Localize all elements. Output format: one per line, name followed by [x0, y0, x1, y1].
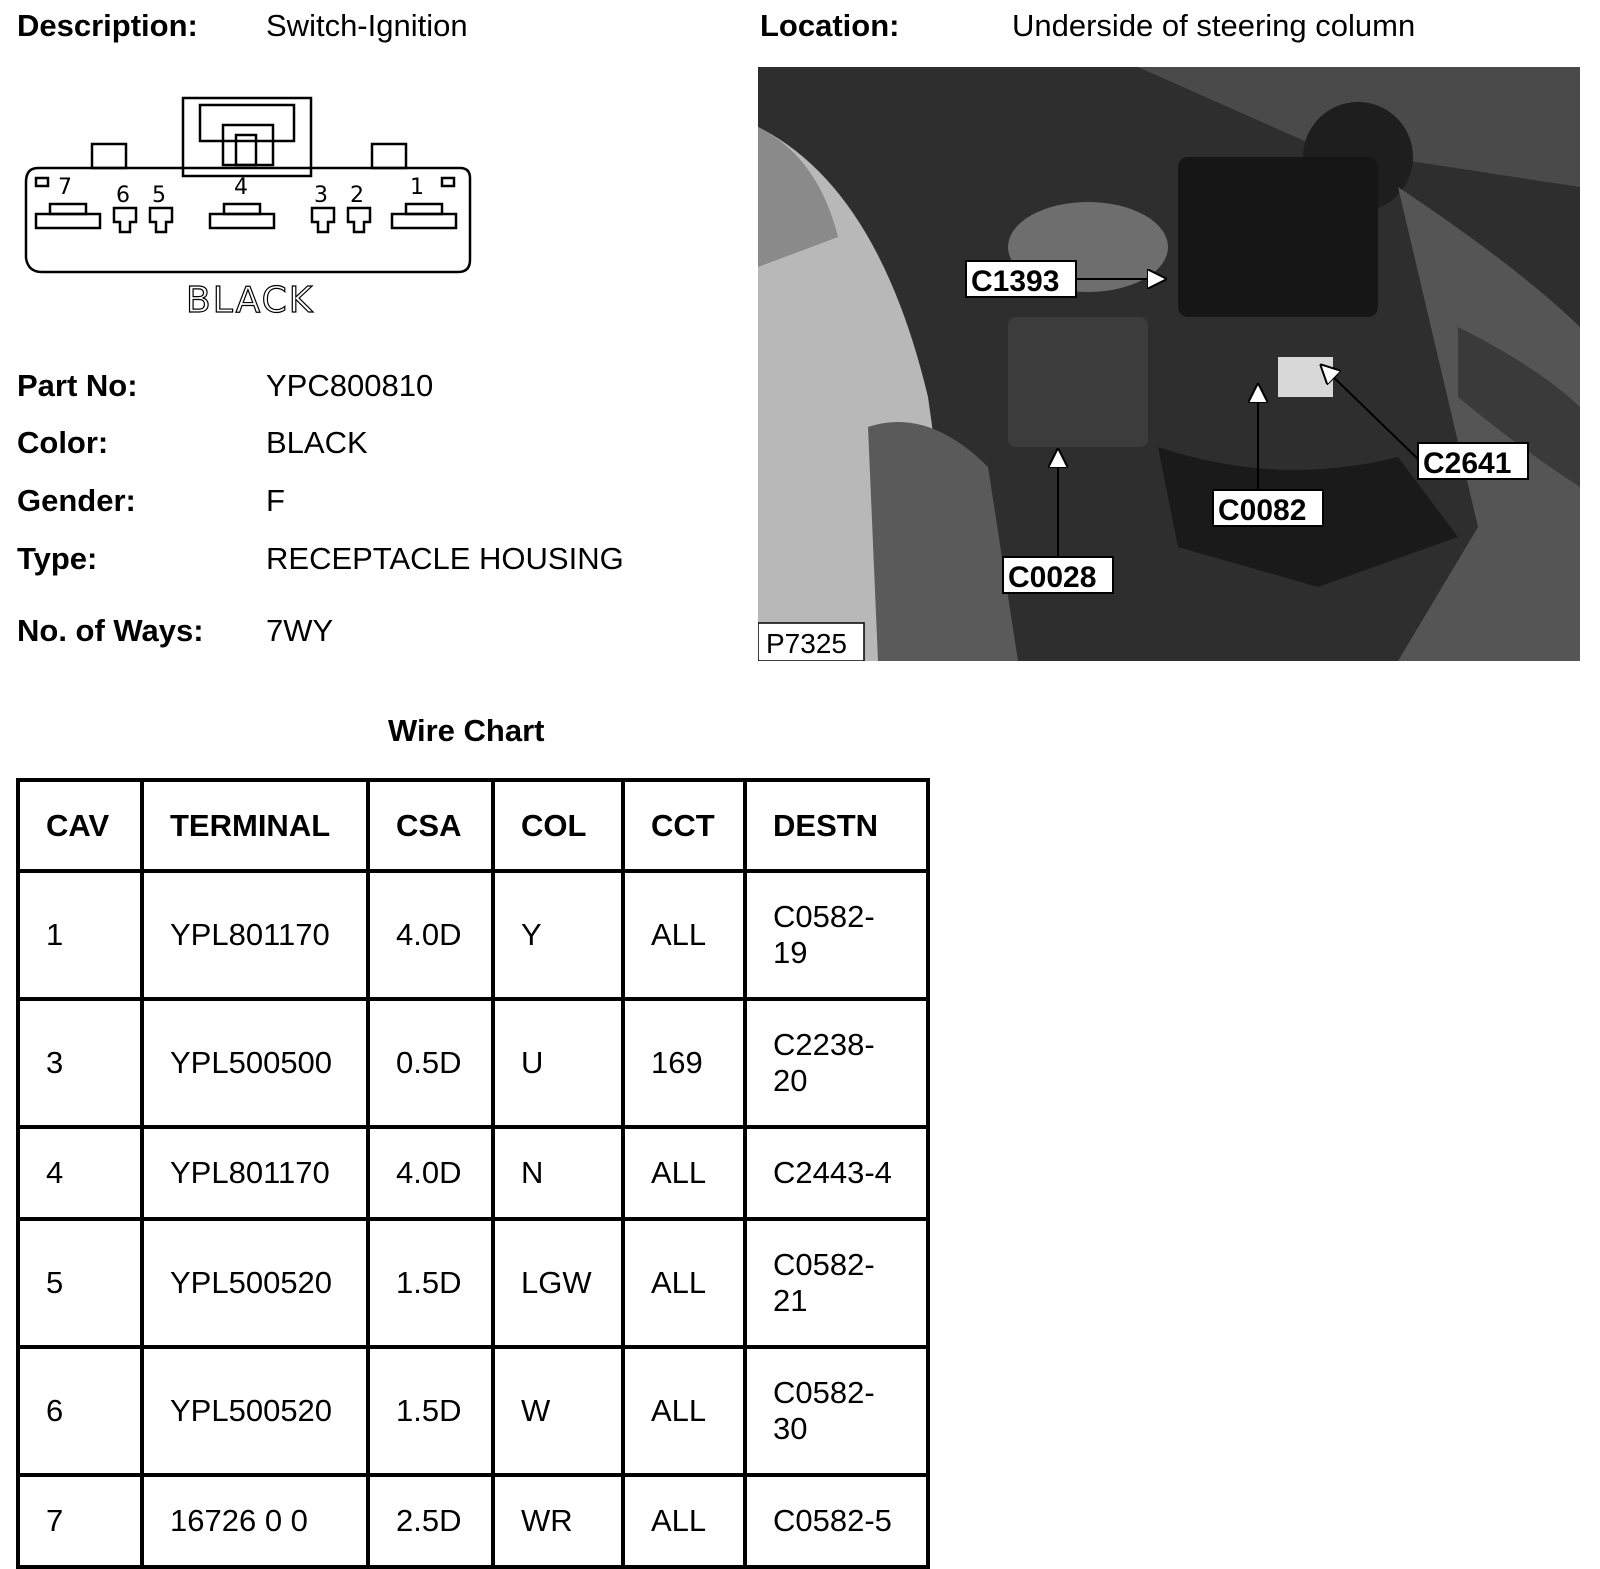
- cell-destn: C0582-19: [745, 871, 928, 999]
- table-row: [18, 1219, 928, 1347]
- cell-cav: 7: [18, 1475, 142, 1567]
- wire-chart-table: [16, 778, 930, 1569]
- cell-cct: ALL: [623, 1127, 745, 1219]
- column-header-csa: CSA: [368, 780, 493, 871]
- column-header-destn: DESTN: [745, 780, 928, 871]
- cell-csa: 4.0D: [368, 1127, 493, 1219]
- type-label: Type:: [17, 541, 98, 576]
- cell-cct: ALL: [623, 1219, 745, 1347]
- callout-c0028: C0028: [1008, 561, 1097, 594]
- column-header-cct: CCT: [623, 780, 745, 871]
- cell-cct: ALL: [623, 1475, 745, 1567]
- pin-7-label: 7: [58, 175, 72, 200]
- wire-chart-title: Wire Chart: [388, 713, 545, 748]
- column-header-terminal: TERMINAL: [142, 780, 368, 871]
- cell-cav: 1: [18, 871, 142, 999]
- cell-destn: C0582-21: [745, 1219, 928, 1347]
- ways-value: 7WY: [266, 613, 334, 648]
- pin-6-label: 6: [116, 183, 130, 208]
- pin-1-label: 1: [410, 175, 424, 200]
- housing-color-label: BLACK: [186, 280, 315, 320]
- callout-c1393: C1393: [971, 265, 1060, 298]
- photo-id-label: P7325: [766, 628, 847, 659]
- cell-col: WR: [493, 1475, 623, 1567]
- description-label: Description:: [17, 8, 198, 43]
- location-photo: [758, 67, 1580, 661]
- column-header-cav: CAV: [18, 780, 142, 871]
- cell-destn: C0582-30: [745, 1347, 928, 1475]
- color-value: BLACK: [266, 425, 368, 460]
- gender-value: F: [266, 483, 285, 518]
- cell-cav: 4: [18, 1127, 142, 1219]
- color-label: Color:: [17, 425, 109, 460]
- part-no-label: Part No:: [17, 368, 138, 403]
- cell-cct: ALL: [623, 1347, 745, 1475]
- description-value: Switch-Ignition: [266, 8, 468, 43]
- table-header-row: [18, 780, 928, 871]
- cell-terminal: 16726 0 0: [142, 1475, 368, 1567]
- cell-csa: 4.0D: [368, 871, 493, 999]
- table-row: [18, 1475, 928, 1567]
- cell-col: LGW: [493, 1219, 623, 1347]
- pin-4-label: 4: [234, 175, 248, 200]
- table-row: [18, 999, 928, 1127]
- pin-3-label: 3: [314, 183, 328, 208]
- pin-5-label: 5: [152, 183, 166, 208]
- connector-face-diagram: [20, 90, 480, 320]
- cell-destn: C2443-4: [745, 1127, 928, 1219]
- cell-col: U: [493, 999, 623, 1127]
- location-value: Underside of steering column: [1012, 8, 1416, 43]
- cell-terminal: YPL500520: [142, 1347, 368, 1475]
- cell-col: Y: [493, 871, 623, 999]
- part-no-value: YPC800810: [266, 368, 434, 403]
- cell-col: W: [493, 1347, 623, 1475]
- cell-terminal: YPL801170: [142, 871, 368, 999]
- ways-label: No. of Ways:: [17, 613, 204, 648]
- cell-destn: C0582-5: [745, 1475, 928, 1567]
- cell-csa: 1.5D: [368, 1347, 493, 1475]
- cell-terminal: YPL801170: [142, 1127, 368, 1219]
- cell-csa: 2.5D: [368, 1475, 493, 1567]
- cell-csa: 0.5D: [368, 999, 493, 1127]
- column-header-col: COL: [493, 780, 623, 871]
- callout-c0082: C0082: [1218, 494, 1307, 527]
- cell-csa: 1.5D: [368, 1219, 493, 1347]
- cell-cav: 6: [18, 1347, 142, 1475]
- type-value: RECEPTACLE HOUSING: [266, 541, 624, 576]
- cell-cav: 3: [18, 999, 142, 1127]
- location-label: Location:: [760, 8, 900, 43]
- cell-cct: 169: [623, 999, 745, 1127]
- table-row: [18, 1127, 928, 1219]
- cell-destn: C2238-20: [745, 999, 928, 1127]
- gender-label: Gender:: [17, 483, 136, 518]
- pin-2-label: 2: [350, 183, 364, 208]
- callout-c2641: C2641: [1423, 447, 1512, 480]
- cell-terminal: YPL500520: [142, 1219, 368, 1347]
- cell-terminal: YPL500500: [142, 999, 368, 1127]
- table-row: [18, 871, 928, 999]
- cell-col: N: [493, 1127, 623, 1219]
- table-row: [18, 1347, 928, 1475]
- cell-cav: 5: [18, 1219, 142, 1347]
- cell-cct: ALL: [623, 871, 745, 999]
